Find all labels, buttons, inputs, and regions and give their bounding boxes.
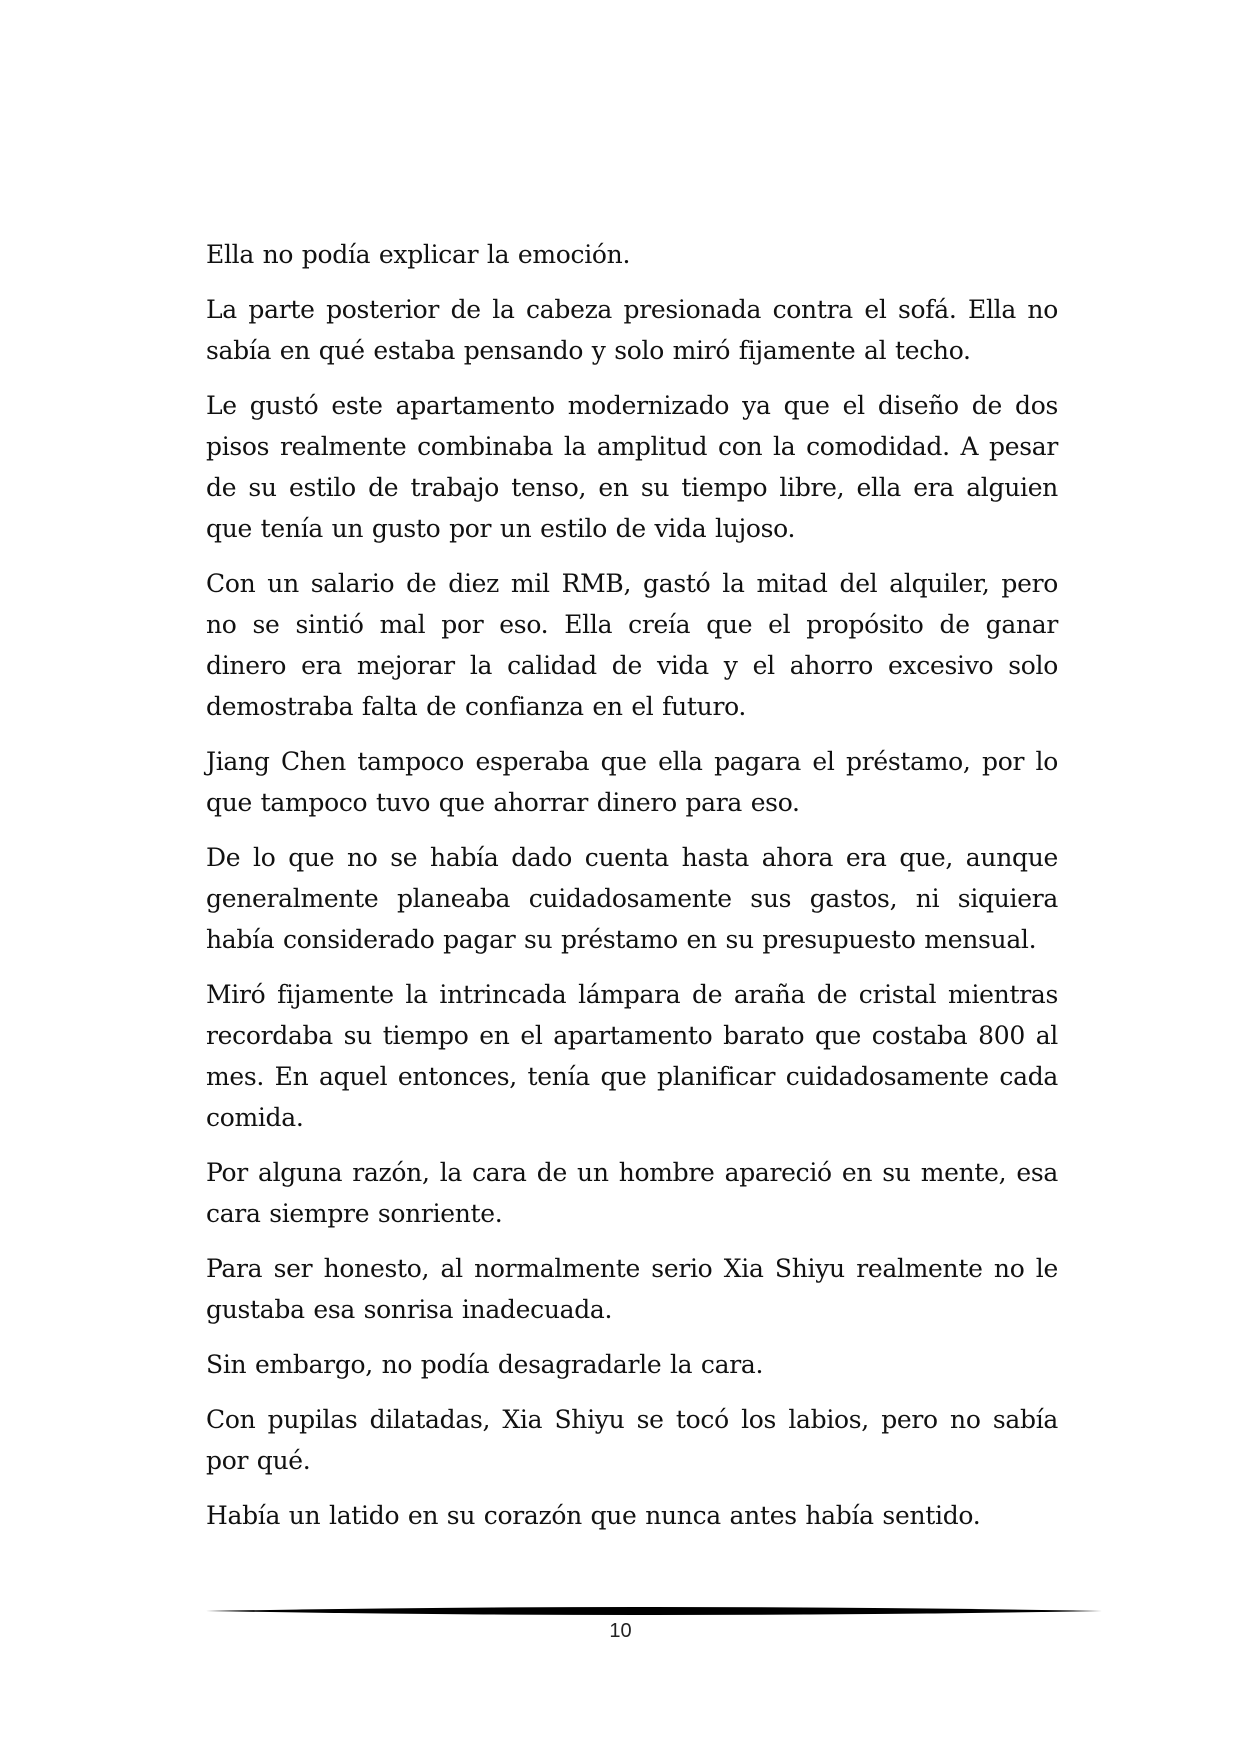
paragraph: Ella no podía explicar la emoción. xyxy=(206,240,631,269)
paragraph: Por alguna razón, la cara de un hombre apareció en su mente, esa cara siempre sonriente. xyxy=(206,1158,1058,1228)
paragraph: De lo que no se había dado cuenta hasta ahora era que, aunque generalmente planeaba cuidadosamente sus gastos, ni siquiera había considerado pagar su préstamo en su presupuesto mensual. xyxy=(206,843,1058,954)
paragraph: Jiang Chen tampoco esperaba que ella pagara el préstamo, por lo que tampoco tuvo que ahorrar dinero para eso. xyxy=(206,747,1058,817)
paragraph: Miró fijamente la intrincada lámpara de araña de cristal mientras recordaba su tiempo en el apartamento barato que costaba 800 al mes. En aquel entonces, tenía que planificar cuidadosamente cada comida. xyxy=(206,980,1058,1132)
paragraph: Con un salario de diez mil RMB, gastó la mitad del alquiler, pero no se sintió mal por eso. Ella creía que el propósito de ganar dinero era mejorar la calidad de vida y el ahorro excesivo solo demostraba falta de confianza en el futuro. xyxy=(206,569,1058,721)
paragraph: Para ser honesto, al normalmente serio Xia Shiyu realmente no le gustaba esa sonrisa inadecuada. xyxy=(206,1254,1058,1324)
paragraph: La parte posterior de la cabeza presionada contra el sofá. Ella no sabía en qué estaba pensando y solo miró fijamente al techo. xyxy=(206,295,1058,365)
paragraph: Le gustó este apartamento modernizado ya que el diseño de dos pisos realmente combinaba la amplitud con la comodidad. A pesar de su estilo de trabajo tenso, en su tiempo libre, ella era alguien que tenía un gusto por un estilo de vida lujoso. xyxy=(206,391,1058,543)
body-text xyxy=(206,234,1058,1550)
footer-rule xyxy=(206,1604,1102,1618)
paragraph: Sin embargo, no podía desagradarle la cara. xyxy=(206,1350,764,1379)
paragraph: Con pupilas dilatadas, Xia Shiyu se tocó los labios, pero no sabía por qué. xyxy=(206,1405,1058,1475)
paragraph: Había un latido en su corazón que nunca antes había sentido. xyxy=(206,1501,981,1530)
page-number: 10 xyxy=(609,1620,632,1642)
